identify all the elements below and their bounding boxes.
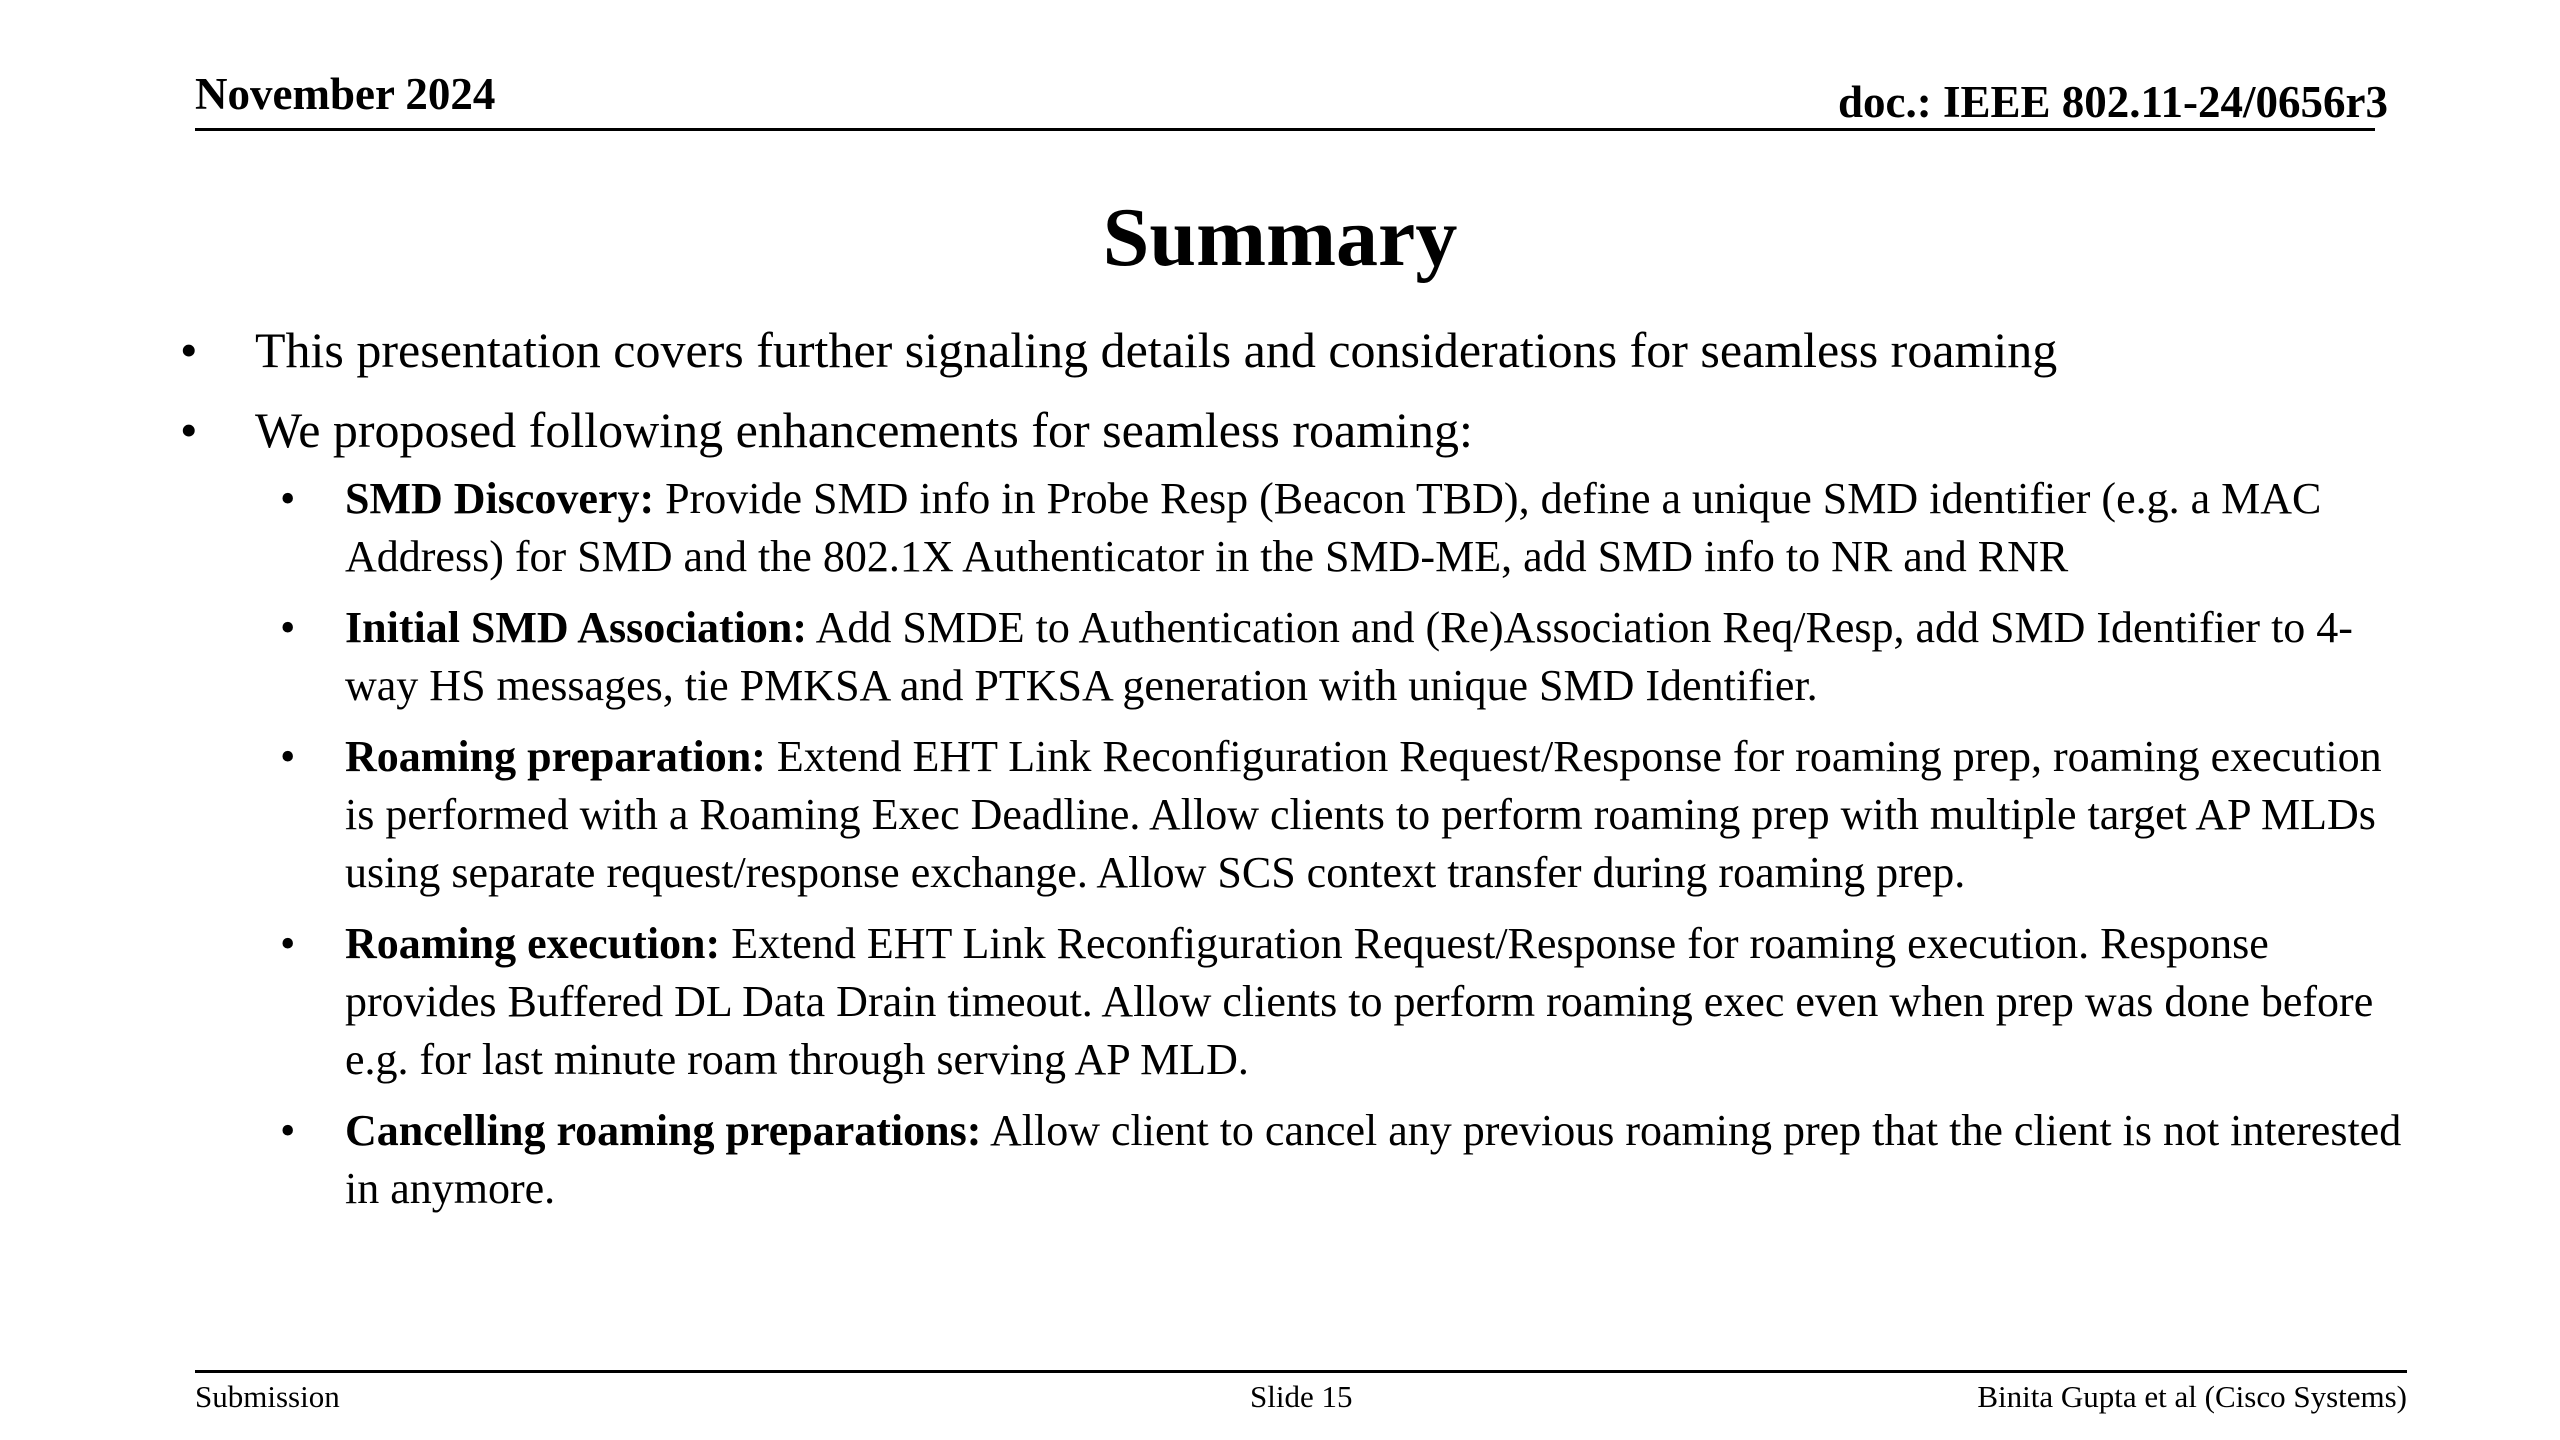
sub-bullet-text: Allow client to cancel any previous roaming prep that the client is not interested in anymore. [345, 1106, 2402, 1213]
sub-bullet-text: Extend EHT Link Reconfiguration Request/Response for roaming execution. Response provides Buffered DL Data Drain timeout. Allow clients to perform roaming exec even when prep was done before e.g. for last minute roam through serving AP MLD. [345, 919, 2374, 1084]
footer-submission: Submission [195, 1379, 340, 1414]
footer-slide-number: Slide 15 [1250, 1379, 1353, 1414]
sub-bullet-item [280, 728, 2420, 902]
sub-bullet-lead: Initial SMD Association: [345, 603, 808, 652]
bullet-item [180, 400, 2420, 460]
footer-author: Binita Gupta et al (Cisco Systems) [1977, 1379, 2407, 1414]
bullet-item [180, 320, 2420, 380]
sub-bullet-marker: • [280, 919, 296, 968]
sub-bullet-lead: Roaming execution: [345, 919, 721, 968]
slide-body [180, 320, 2420, 1231]
sub-bullet-marker: • [280, 474, 296, 523]
bullet-marker: • [180, 322, 198, 378]
sub-bullet-text: Provide SMD info in Probe Resp (Beacon TBD), define a unique SMD identifier (e.g. a MAC Address) for SMD and the 802.1X Authenticator in the SMD-ME, add SMD info to NR and RNR [345, 474, 2322, 581]
sub-bullet-item [280, 599, 2420, 715]
sub-bullet-item [280, 1102, 2420, 1218]
footer-divider [195, 1370, 2407, 1373]
bullet-text: This presentation covers further signaling details and considerations for seamless roaming [255, 322, 2058, 378]
sub-bullet-lead: SMD Discovery: [345, 474, 655, 523]
sub-bullet-item [280, 470, 2420, 586]
header-doc-id: doc.: IEEE 802.11-24/0656r3 [1837, 77, 2388, 127]
bullet-text: We proposed following enhancements for seamless roaming: [255, 402, 1473, 458]
sub-bullet-marker: • [280, 603, 296, 652]
sub-bullet-item [280, 915, 2420, 1089]
sub-bullet-text: Add SMDE to Authentication and (Re)Association Req/Resp, add SMD Identifier to 4-way HS messages, tie PMKSA and PTKSA generation with unique SMD Identifier. [345, 603, 2353, 710]
sub-bullet-text: Extend EHT Link Reconfiguration Request/Response for roaming prep, roaming execution is performed with a Roaming Exec Deadline. Allow clients to perform roaming prep with multiple target AP MLDs using separate request/response exchange. Allow SCS context transfer during roaming prep. [345, 732, 2382, 897]
header-divider [195, 128, 2375, 131]
sub-bullet-marker: • [280, 732, 296, 781]
sub-bullet-list [280, 470, 2420, 1218]
sub-bullet-marker: • [280, 1106, 296, 1155]
sub-bullet-lead: Cancelling roaming preparations: [345, 1106, 982, 1155]
bullet-marker: • [180, 402, 198, 458]
slide-title: Summary [1102, 191, 1458, 284]
header-date: November 2024 [195, 69, 496, 119]
sub-bullet-lead: Roaming preparation: [345, 732, 766, 781]
